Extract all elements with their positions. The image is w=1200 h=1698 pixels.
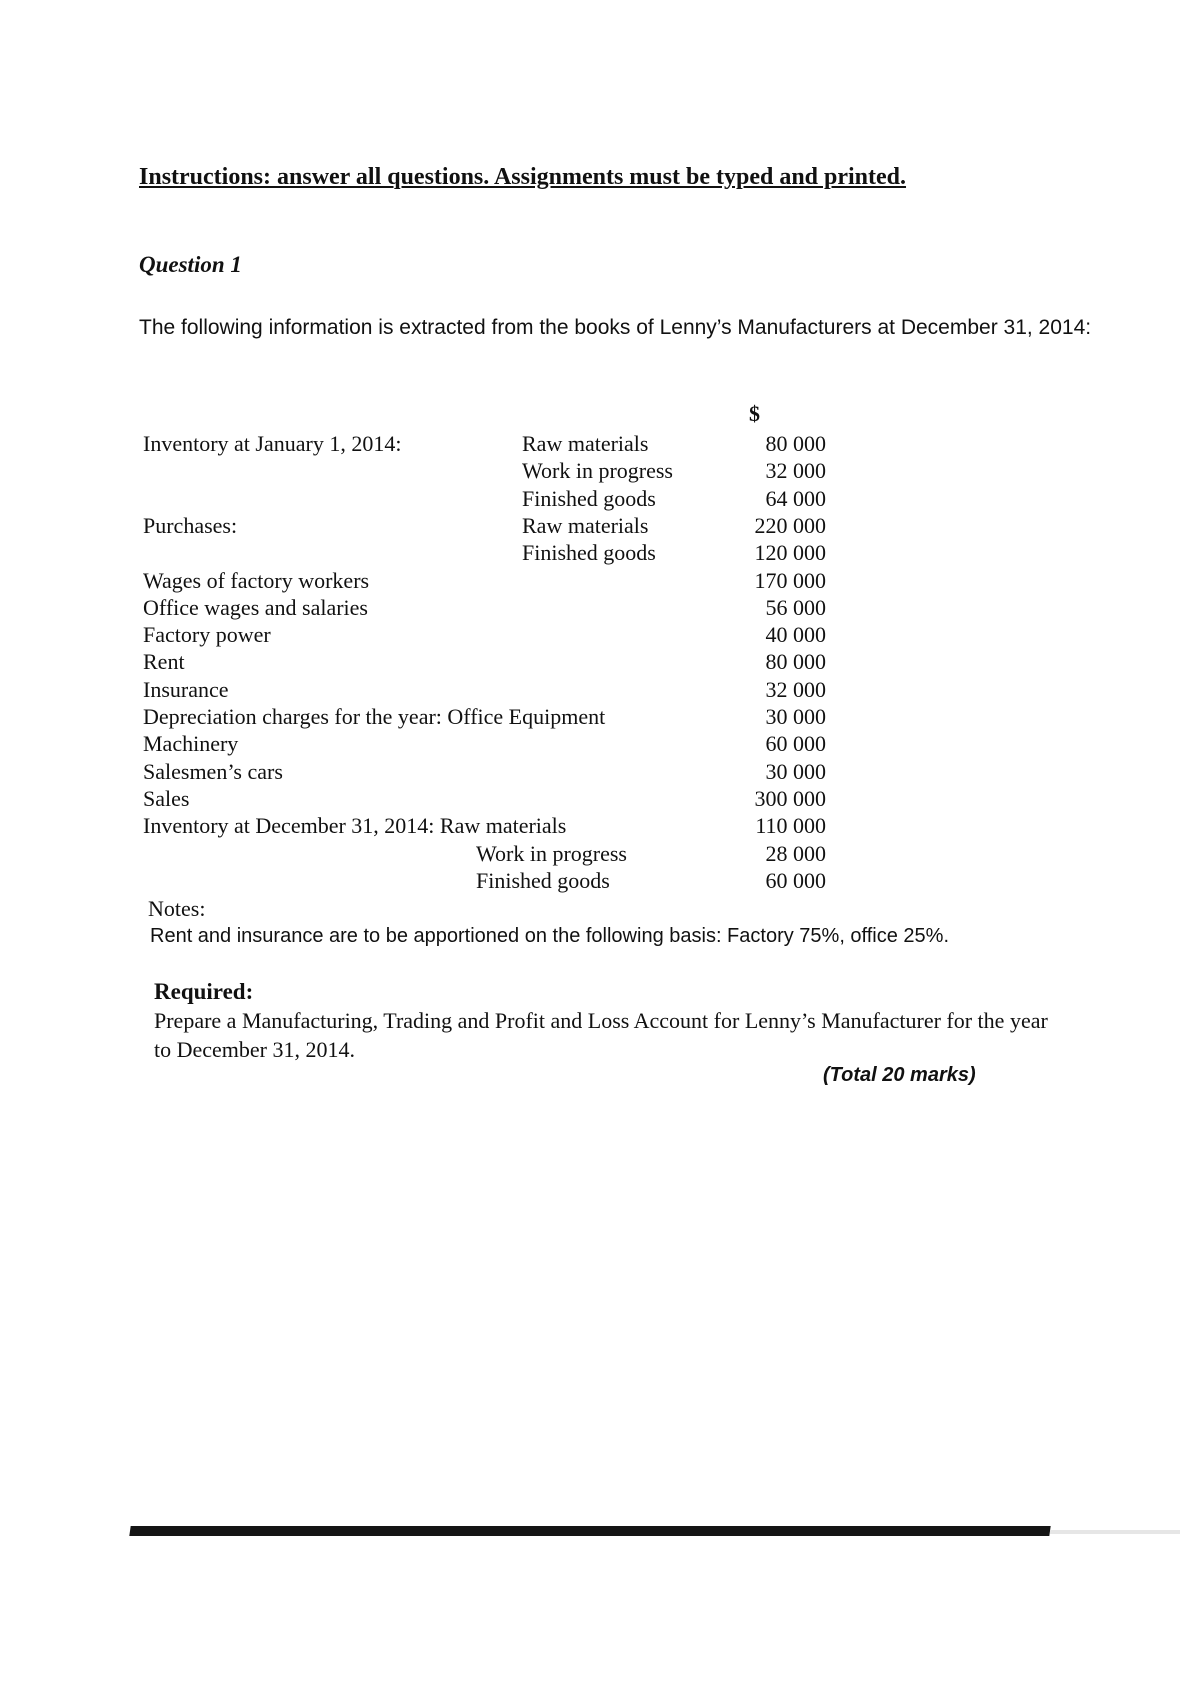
total-marks: (Total 20 marks) <box>823 1064 976 1086</box>
ledger-row <box>0 868 1200 895</box>
ledger-amount: 60 000 <box>765 867 826 893</box>
ledger-row <box>0 486 1200 513</box>
ledger-row <box>0 677 1200 704</box>
ledger-row <box>0 622 1200 649</box>
ledger-label: Inventory at January 1, 2014: <box>143 431 402 456</box>
ledger-row <box>0 731 1200 758</box>
ledger-label: Machinery <box>143 731 239 757</box>
page-bottom-rule-tail <box>1050 1530 1180 1534</box>
ledger-item: Finished goods <box>476 867 610 893</box>
ledger-label: Purchases: <box>143 512 238 538</box>
ledger-item: Work in progress <box>476 840 627 866</box>
page-bottom-rule <box>129 1526 1050 1536</box>
ledger-label: Factory power <box>143 622 271 648</box>
ledger-label: Depreciation charges for the year: Office Equipment <box>143 704 606 729</box>
ledger-item: Raw materials <box>522 431 649 456</box>
ledger-row <box>0 540 1200 567</box>
intro-paragraph: The following information is extracted from the books of Lenny’s Manufacturers at December 31, 2014: <box>139 316 1092 339</box>
ledger-row <box>0 813 1200 840</box>
notes-text: Rent and insurance are to be apportioned on the following basis: Factory 75%, office 25%. <box>150 925 950 947</box>
ledger-amount: 80 000 <box>765 649 826 675</box>
ledger-label: Inventory at December 31, 2014: Raw materials <box>143 813 567 839</box>
ledger-row <box>0 649 1200 676</box>
ledger-amount: 30 000 <box>765 758 826 784</box>
ledger-amount: 28 000 <box>765 840 826 866</box>
ledger-label: Insurance <box>143 676 229 702</box>
ledger-amount: 32 000 <box>765 458 826 484</box>
required-label: Required: <box>154 979 254 1004</box>
ledger-label: Office wages and salaries <box>143 594 368 620</box>
ledger-row <box>0 513 1200 540</box>
question-title: Question 1 <box>139 252 242 277</box>
ledger-item: Raw materials <box>522 512 649 538</box>
ledger-row <box>0 759 1200 786</box>
currency-header: $ <box>749 401 760 426</box>
ledger-amount: 110 000 <box>755 813 826 839</box>
ledger-row <box>0 568 1200 595</box>
ledger-amount: 56 000 <box>765 594 826 620</box>
ledger-label: Rent <box>143 649 185 675</box>
ledger-amount: 220 000 <box>754 512 826 538</box>
ledger-row <box>0 841 1200 868</box>
required-text: Prepare a Manufacturing, Trading and Profit and Loss Account for Lenny’s Manufacturer for the year to December 31, 2014. <box>154 1008 1048 1062</box>
notes-label: Notes: <box>148 896 206 921</box>
ledger-label: Wages of factory workers <box>143 567 370 593</box>
ledger-amount: 30 000 <box>765 704 826 729</box>
ledger-row <box>0 704 1200 731</box>
ledger-row <box>0 595 1200 622</box>
ledger-amount: 32 000 <box>765 676 826 702</box>
ledger-amount: 170 000 <box>754 567 826 593</box>
ledger-row <box>0 458 1200 485</box>
ledger-item: Finished goods <box>522 485 656 511</box>
ledger-row <box>0 431 1200 458</box>
ledger-item: Finished goods <box>522 540 656 566</box>
ledger-item: Work in progress <box>522 458 673 484</box>
ledger-label: Sales <box>143 785 190 811</box>
ledger-row <box>0 786 1200 813</box>
ledger-amount: 40 000 <box>765 622 826 648</box>
ledger-amount: 60 000 <box>765 731 826 757</box>
ledger-amount: 120 000 <box>754 540 826 566</box>
ledger-label: Salesmen’s cars <box>143 758 283 784</box>
instructions-heading: Instructions: answer all questions. Assignments must be typed and printed. <box>139 164 907 190</box>
ledger-amount: 300 000 <box>754 785 826 811</box>
ledger-amount: 64 000 <box>765 485 826 511</box>
ledger-amount: 80 000 <box>765 431 826 456</box>
